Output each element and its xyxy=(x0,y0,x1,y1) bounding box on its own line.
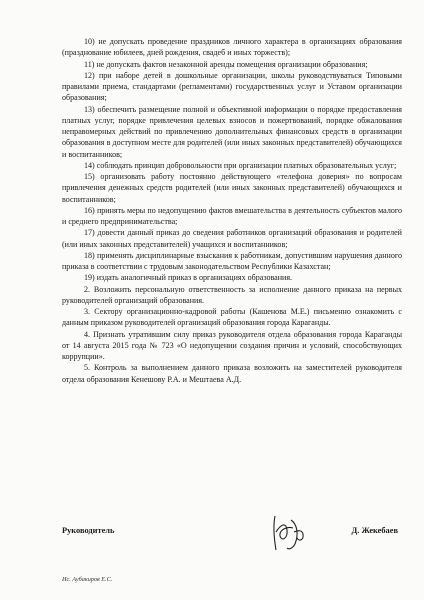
signature-block xyxy=(62,522,404,562)
signatory-title: Руководитель xyxy=(62,526,115,535)
paragraph-section-3: 3. Сектору организационно-кадровой работы (Кашенова М.Е.) письменно ознакомить с данным приказом руководителей организаций образования города Караганды. xyxy=(62,307,402,328)
executor-note: Ис. Аубакиров Е.С. xyxy=(62,576,113,583)
paragraph-item-19: 19) издать аналогичный приказ в организациях образования. xyxy=(84,273,293,283)
paragraph-section-4: 4. Признать утратившим силу приказ руководителя отдела образования города Караганды от 14 августа 2015 года № 723 «О недопущении создания причин и условий, способствующих коррупции». xyxy=(62,329,402,361)
signatory-name: Д. Жекебаев xyxy=(351,526,398,535)
paragraph-item-17: 17) довести данный приказ до сведения работников организаций образования и родителей (или иных законных представителей) учащихся и воспитанников; xyxy=(62,228,402,249)
document-body xyxy=(62,36,402,385)
paragraph-item-12: 12) при наборе детей в дошкольные организации, школы руководствуваться Типовыми правилами приема, стандартами (регламентами) государственных услуг и Уставом организации образования; xyxy=(62,70,402,103)
paragraph-item-16: 16) принять меры по недопущению фактов вмешательства в деятельность субъектов малого и среднего предпринимательства; xyxy=(62,205,402,226)
paragraph-section-2: 2. Возложить персональную ответственность за исполнение данного приказа на первых руководителей организаций образования. xyxy=(62,284,402,305)
handwritten-signature xyxy=(267,510,309,556)
paragraph-item-14: 14) соблюдать принцип добровольности при организации платных образовательных услуг; xyxy=(84,160,397,170)
paragraph-item-10: 10) не допускать проведение праздников личного характера в организациях образования (празднование юбилеев, дней рождения, свадеб и иных торжеств); xyxy=(62,37,402,58)
paragraph-item-15: 15) организовать работу постоянно действующего «телефона доверия» по вопросам привлечения денежных средств родителей (или иных законных представителей) обучающихся и воспитанников; xyxy=(62,172,402,204)
paragraph-section-5: 5. Контроль за выполнением данного приказа возложить на заместителей руководителя отдела образования Кенешову Р.А. и Мештаева А.Д. xyxy=(62,363,402,384)
paragraph-item-18: 18) применять дисциплинарные взыскания к работникам, допустившим нарушения данного приказа в соответствии с трудовым законодательством Республики Казахстан; xyxy=(62,250,402,271)
paragraph-item-13: 13) обеспечить размещение полной и объективной информации о порядке предоставления платных услуг, порядке привлечения целевых взносов и пожертвований, порядке обжалования неправомерных действий по привлечению дополнительных финансовых средств в организации образования в доступном месте для родителей (или иных законных представителей) обучающихся и воспитанников; xyxy=(62,104,402,159)
paragraph-item-11: 11) не допускать фактов незаконной аренды помещения организации образования; xyxy=(84,59,368,69)
